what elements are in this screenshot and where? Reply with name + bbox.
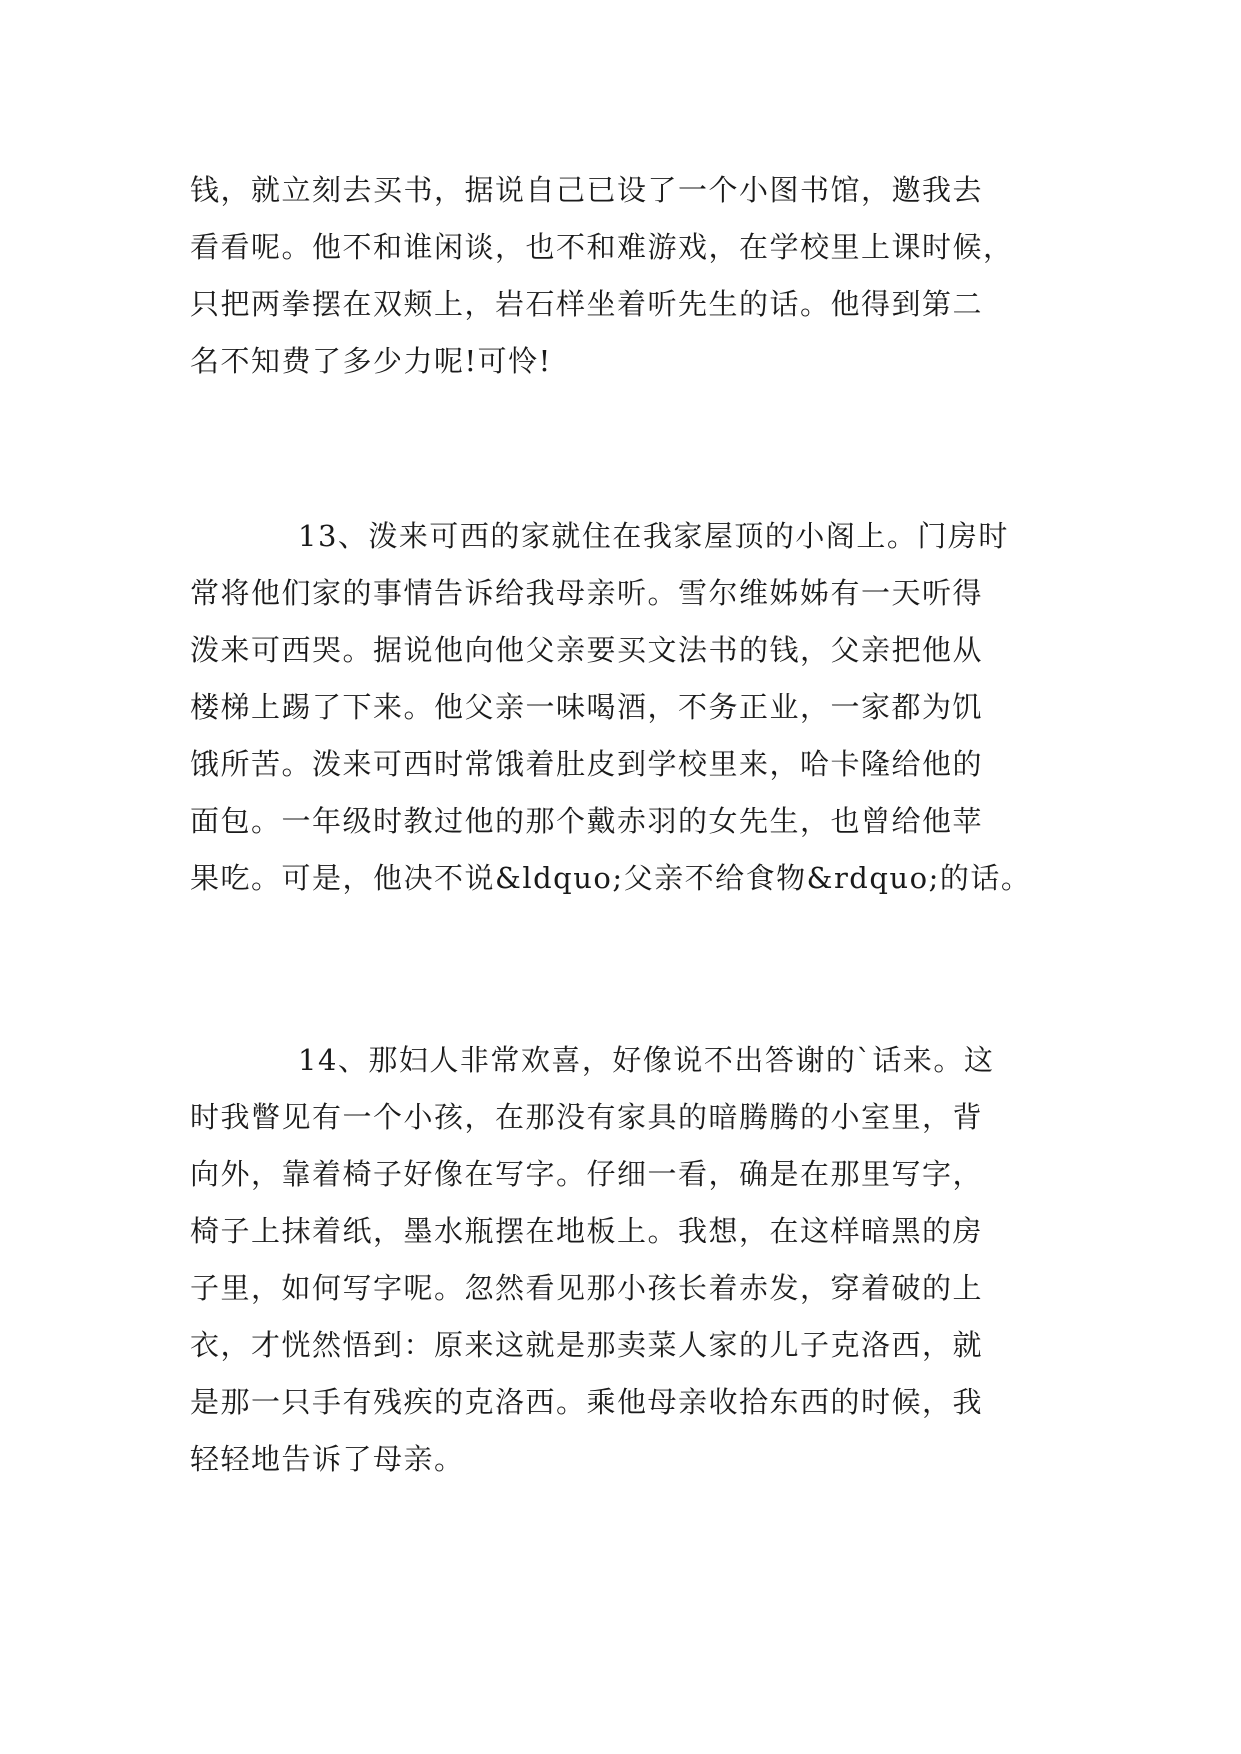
- text-line: 看看呢。他不和谁闲谈，也不和难游戏，在学校里上课时候，: [190, 230, 1014, 264]
- text-line: 向外，靠着椅子好像在写字。仔细一看，确是在那里写字，: [190, 1157, 984, 1191]
- text-line: 只把两拳摆在双颊上，岩石样坐着听先生的话。他得到第二: [190, 287, 984, 321]
- text-line: 衣，才恍然悟到：原来这就是那卖菜人家的儿子克洛西，就: [190, 1328, 984, 1362]
- paragraph-13: [190, 508, 1070, 907]
- text-line: 椅子上抹着纸，墨水瓶摆在地板上。我想，在这样暗黑的房: [190, 1214, 984, 1248]
- paragraph-14: [190, 1032, 1070, 1488]
- text-line: 泼来可西哭。据说他向他父亲要买文法书的钱，父亲把他从: [190, 633, 984, 667]
- text-line: 14、那妇人非常欢喜，好像说不出答谢的`话来。这: [298, 1043, 995, 1077]
- paragraph-continuation: [190, 162, 1070, 390]
- text-line: 时我瞥见有一个小孩，在那没有家具的暗腾腾的小室里，背: [190, 1100, 984, 1134]
- text-line: 是那一只手有残疾的克洛西。乘他母亲收拾东西的时候，我: [190, 1385, 984, 1419]
- text-line: 果吃。可是，他决不说&ldquo;父亲不给食物&rdquo;的话。: [190, 861, 1032, 895]
- text-line: 子里，如何写字呢。忽然看见那小孩长着赤发，穿着破的上: [190, 1271, 984, 1305]
- text-line: 钱，就立刻去买书，据说自己已设了一个小图书馆，邀我去: [190, 173, 984, 207]
- text-line: 名不知费了多少力呢!可怜!: [190, 344, 552, 378]
- text-line: 饿所苦。泼来可西时常饿着肚皮到学校里来，哈卡隆给他的: [190, 747, 984, 781]
- text-line: 轻轻地告诉了母亲。: [190, 1442, 465, 1476]
- text-line: 面包。一年级时教过他的那个戴赤羽的女先生，也曾给他苹: [190, 804, 984, 838]
- text-line: 楼梯上踢了下来。他父亲一味喝酒，不务正业，一家都为饥: [190, 690, 984, 724]
- text-line: 常将他们家的事情告诉给我母亲听。雪尔维姊姊有一天听得: [190, 576, 984, 610]
- text-line: 13、泼来可西的家就住在我家屋顶的小阁上。门房时: [298, 519, 1009, 553]
